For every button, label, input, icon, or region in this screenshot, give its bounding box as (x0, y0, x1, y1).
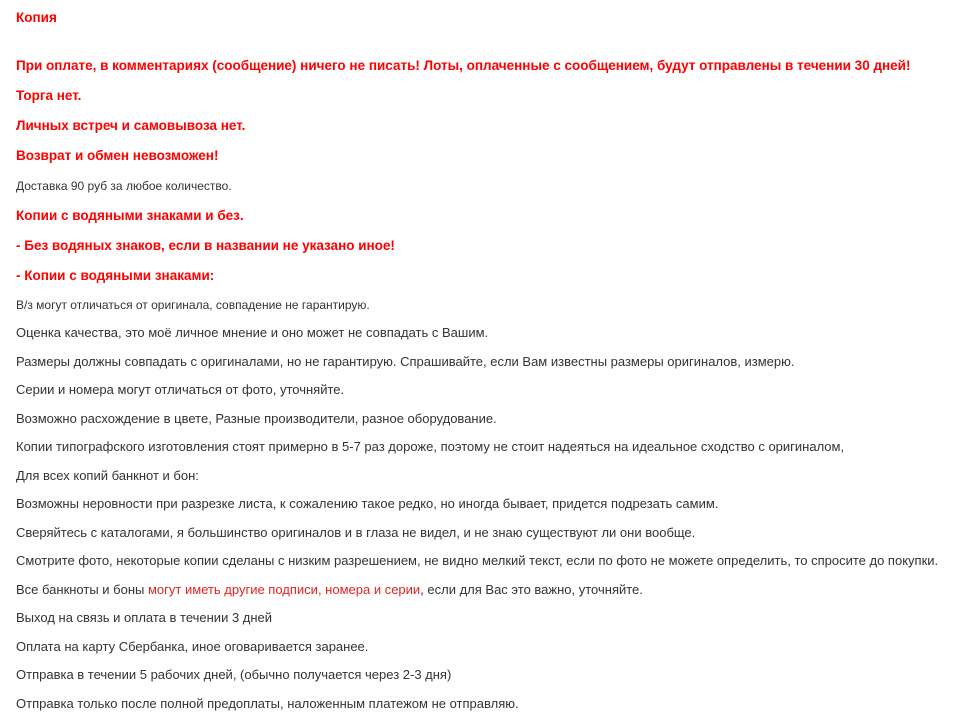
banknotes-prefix: Все банкноты и боны (16, 582, 148, 597)
info-line: Возможно расхождение в цвете, Разные производители, разное оборудование. (16, 411, 497, 426)
title: Копия (16, 10, 57, 25)
banknotes-highlight: могут иметь другие подписи, номера и серии (147, 582, 421, 597)
no-meetings-notice: Личных встреч и самовывоза нет. (16, 118, 246, 133)
info-line: Сверяйтесь с каталогами, я большинство оригиналов и в глаза не видел, и не знаю существуют ли они вообще. (16, 525, 696, 540)
info-line: Оценка качества, это моё личное мнение и оно может не совпадать с Вашим. (16, 325, 489, 340)
info-line: Копии типографского изготовления стоят примерно в 5-7 раз дороже, поэтому не стоит надеяться на идеальное сходство с оригиналом, (16, 439, 845, 454)
banknotes-suffix: , если для Вас это важно, уточняйте. (420, 582, 643, 597)
info-line: Возможны неровности при разрезке листа, к сожалению такое редко, но иногда бывает, придется подрезать самим. (16, 496, 719, 511)
shipping-time-line: Отправка в течении 5 рабочих дней, (обычно получается через 2-3 дня) (16, 667, 452, 682)
payment-line: Оплата на карту Сбербанка, иное оговаривается заранее. (16, 639, 369, 654)
no-watermark-notice: - Без водяных знаков, если в названии не указано иное! (16, 238, 395, 253)
no-bargain-notice: Торга нет. (16, 88, 82, 103)
with-watermark-heading: - Копии с водяными знаками: (16, 268, 215, 283)
delivery-text: Доставка 90 руб за любое количество. (16, 179, 232, 193)
payment-comment-notice: При оплате, в комментариях (сообщение) ничего не писать! Лоты, оплаченные с сообщением, будут отправлены в течении 30 дней! (16, 58, 911, 73)
no-returns-notice: Возврат и обмен невозможен! (16, 148, 219, 163)
info-line: Смотрите фото, некоторые копии сделаны с низким разрешением, не видно мелкий текст, если по фото не можете определить, то спросите до покупки. (16, 553, 939, 568)
watermark-note: В/з могут отличаться от оригинала, совпадение не гарантирую. (16, 298, 370, 312)
info-line: Серии и номера могут отличаться от фото, уточняйте. (16, 382, 345, 397)
contact-line: Выход на связь и оплата в течении 3 дней (16, 610, 273, 625)
banknotes-line (16, 582, 643, 598)
prepayment-line: Отправка только после полной предоплаты, наложенным платежом не отправляю. (16, 696, 519, 711)
copies-heading: Копии с водяными знаками и без. (16, 208, 244, 223)
info-line: Размеры должны совпадать с оригиналами, но не гарантирую. Спрашивайте, если Вам известны размеры оригиналов, измерю. (16, 354, 795, 369)
info-line: Для всех копий банкнот и бон: (16, 468, 199, 483)
